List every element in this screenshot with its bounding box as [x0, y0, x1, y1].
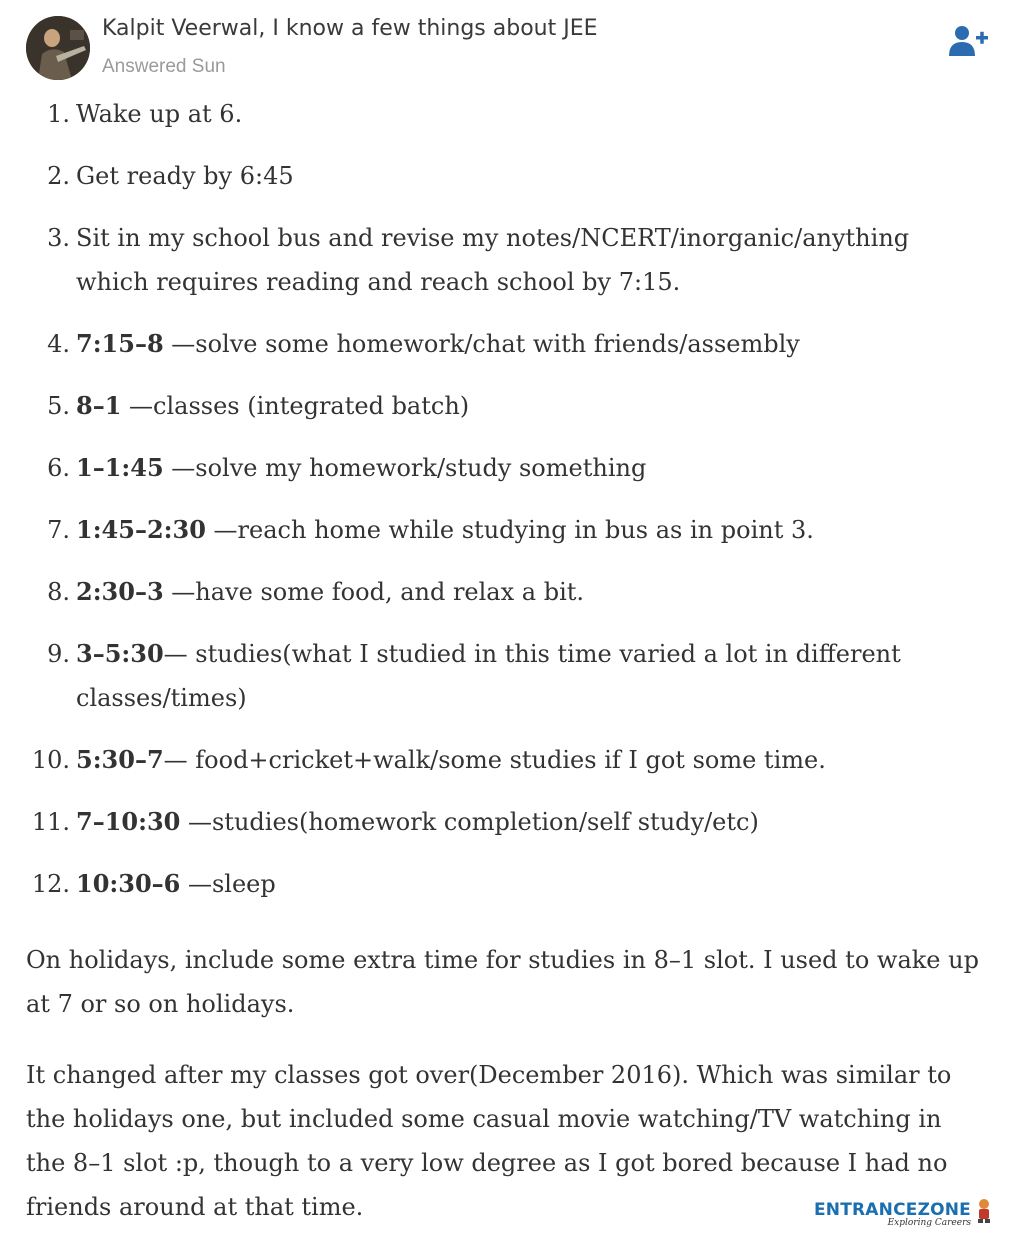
item-text: Get ready by 6:45	[76, 162, 294, 190]
item-text: —studies(homework completion/self study/etc)	[180, 808, 759, 836]
author-photo	[26, 16, 90, 80]
time-slot: 1–1:45	[76, 453, 164, 482]
item-text: Sit in my school bus and revise my notes/NCERT/inorganic/anything which requires reading and reach school by 7:15.	[76, 224, 910, 296]
item-text: — food+cricket+walk/some studies if I got some time.	[163, 746, 826, 774]
item-text: — studies(what I studied in this time varied a lot in different classes/times)	[76, 640, 901, 712]
schedule-list	[26, 92, 986, 924]
time-slot: 1:45–2:30	[76, 515, 206, 544]
entrancezone-logo	[813, 1198, 993, 1234]
list-item	[26, 632, 986, 720]
time-slot: 10:30–6	[76, 869, 181, 898]
item-number: 5.	[47, 392, 70, 420]
time-slot: 7–10:30	[76, 807, 181, 836]
list-item	[26, 92, 986, 136]
item-number: 12.	[31, 870, 70, 898]
follow-button[interactable]	[948, 24, 990, 60]
item-number: 7.	[47, 516, 70, 544]
logo-name: ENTRANCEZONE	[813, 1200, 971, 1220]
time-slot: 8–1	[76, 391, 122, 420]
list-item	[26, 154, 986, 198]
item-text: —solve some homework/chat with friends/assembly	[163, 330, 800, 358]
holidays-paragraph: On holidays, include some extra time for studies in 8–1 slot. I used to wake up at 7 or so on holidays.	[26, 946, 979, 1018]
time-slot: 7:15–8	[76, 329, 164, 358]
mascot-icon	[975, 1198, 993, 1224]
item-text: —sleep	[180, 870, 276, 898]
item-text: —classes (integrated batch)	[121, 392, 470, 420]
item-text: —solve my homework/study something	[163, 454, 647, 482]
item-number: 2.	[47, 162, 70, 190]
author-credential[interactable]: Kalpit Veerwal, I know a few things about JEE	[102, 16, 598, 41]
time-slot: 3–5:30	[76, 639, 164, 668]
item-number: 1.	[47, 100, 70, 128]
list-item	[26, 216, 986, 304]
add-user-icon	[948, 24, 990, 60]
list-item	[26, 800, 986, 844]
item-number: 8.	[47, 578, 70, 606]
item-number: 3.	[47, 224, 70, 252]
time-slot: 5:30–7	[76, 745, 164, 774]
list-item	[26, 570, 986, 614]
list-item	[26, 446, 986, 490]
list-item	[26, 738, 986, 782]
changes-paragraph: It changed after my classes got over(December 2016). Which was similar to the holidays one, but included some casual movie watching/TV watching in the 8–1 slot :p, though to a very low degree as I got bored because I had no friends around at that time.	[26, 1061, 952, 1221]
logo-tagline: Exploring Careers	[887, 1218, 971, 1228]
list-item	[26, 384, 986, 428]
item-text: —reach home while studying in bus as in point 3.	[205, 516, 814, 544]
avatar[interactable]	[26, 16, 90, 80]
answered-timestamp[interactable]: Answered Sun	[102, 56, 226, 77]
time-slot: 2:30–3	[76, 577, 164, 606]
item-text: —have some food, and relax a bit.	[163, 578, 585, 606]
item-number: 4.	[47, 330, 70, 358]
list-item	[26, 862, 986, 906]
item-number: 6.	[47, 454, 70, 482]
list-item	[26, 322, 986, 366]
answer-header	[26, 14, 996, 84]
item-text: Wake up at 6.	[76, 100, 243, 128]
item-number: 9.	[47, 640, 70, 668]
item-number: 11.	[31, 808, 70, 836]
item-number: 10.	[31, 746, 70, 774]
list-item	[26, 508, 986, 552]
